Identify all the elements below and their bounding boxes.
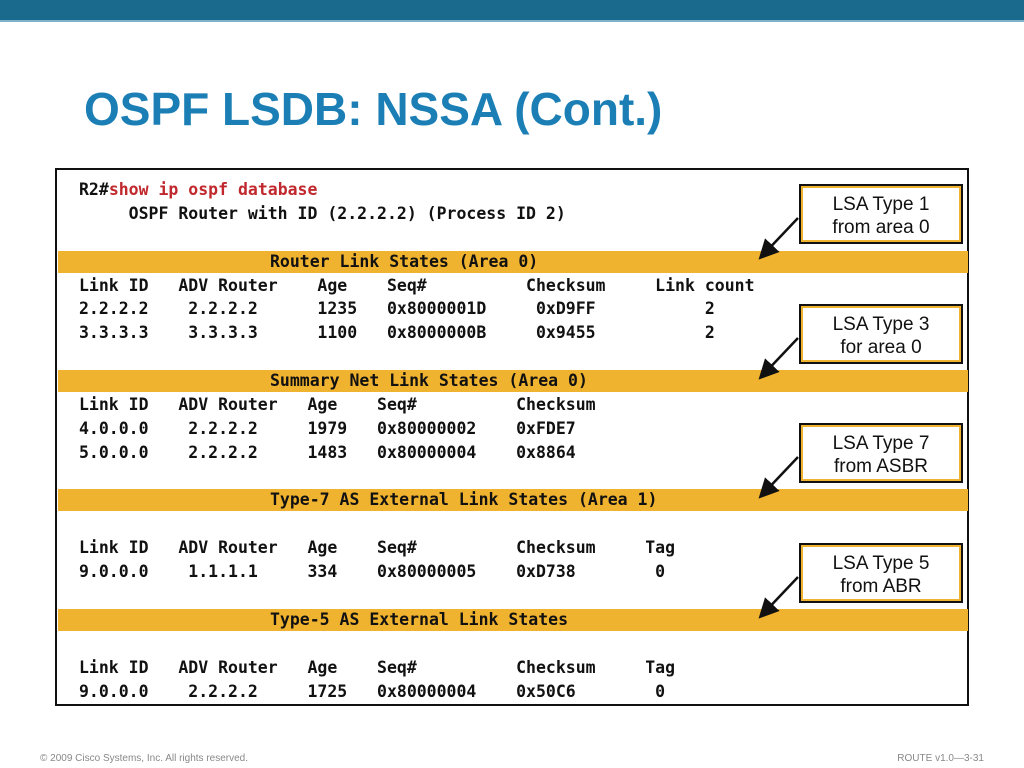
cli-prompt: R2# [79, 180, 109, 199]
section-header-router: Router Link States (Area 0) [270, 252, 539, 271]
section-header-summary: Summary Net Link States (Area 0) [270, 371, 588, 390]
table-row: 4.0.0.0 2.2.2.2 1979 0x80000002 0xFDE7 [79, 419, 576, 438]
section-header-type5: Type-5 AS External Link States [270, 610, 569, 629]
footer-copyright: © 2009 Cisco Systems, Inc. All rights reserved. [40, 753, 249, 764]
slide-title: OSPF LSDB: NSSA (Cont.) [84, 83, 663, 135]
arrow-type5 [762, 577, 798, 615]
table-row: 2.2.2.2 2.2.2.2 1235 0x8000001D 0xD9FF 2 [79, 299, 715, 318]
callout-lsa-type1 [799, 184, 963, 244]
callout-text [801, 552, 961, 598]
callout-line: LSA Type 5 [832, 553, 930, 574]
callout-text [801, 193, 961, 239]
callout-line: from ASBR [834, 456, 928, 477]
callout-text [801, 313, 961, 359]
arrow-type1 [762, 218, 798, 256]
callout-line: from area 0 [832, 217, 930, 238]
callout-line: LSA Type 3 [832, 314, 930, 335]
callout-text [801, 432, 961, 478]
table-row: 9.0.0.0 1.1.1.1 334 0x80000005 0xD738 0 [79, 562, 666, 581]
callout-line: LSA Type 7 [832, 433, 930, 454]
callout-lsa-type3 [799, 304, 963, 364]
callout-line: from ABR [840, 576, 922, 597]
callout-line: for area 0 [840, 337, 922, 358]
cli-command: show ip ospf database [108, 180, 318, 199]
router-id-line: OSPF Router with ID (2.2.2.2) (Process ID 2) [79, 204, 566, 223]
table-row: 3.3.3.3 3.3.3.3 1100 0x8000000B 0x9455 2 [79, 323, 715, 342]
callout-lsa-type5 [799, 543, 963, 603]
column-header-line: Link ID ADV Router Age Seq# Checksum [79, 395, 596, 414]
table-row: 5.0.0.0 2.2.2.2 1483 0x80000004 0x8864 [79, 443, 576, 462]
column-header-line: Link ID ADV Router Age Seq# Checksum Tag [79, 538, 676, 557]
callout-line: LSA Type 1 [832, 194, 930, 215]
arrow-type7 [762, 457, 798, 495]
table-row: 9.0.0.0 2.2.2.2 1725 0x80000004 0x50C6 0 [79, 682, 666, 701]
callout-lsa-type7 [799, 423, 963, 483]
section-header-type7: Type-7 AS External Link States (Area 1) [270, 490, 658, 509]
footer-course-page: ROUTE v1.0—3-31 [897, 753, 984, 764]
column-header-line: Link ID ADV Router Age Seq# Checksum Tag [79, 658, 676, 677]
arrow-type3 [762, 338, 798, 376]
column-header-line: Link ID ADV Router Age Seq# Checksum Link count [79, 276, 755, 295]
